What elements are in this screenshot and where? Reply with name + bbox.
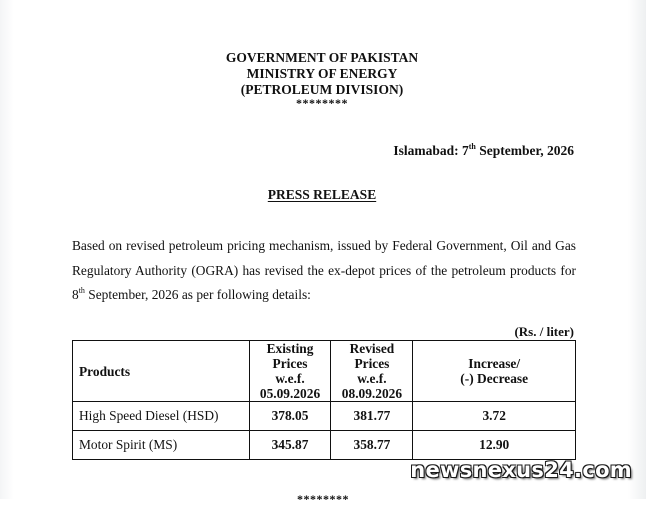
header-existing-line1: Existing Prices — [266, 341, 314, 371]
dateline-suffix: September, 2026 — [475, 143, 574, 158]
table-row — [73, 402, 576, 431]
header-revised — [331, 341, 413, 402]
unit-label: (Rs. / liter) — [514, 324, 574, 339]
body-ordinal: th — [78, 286, 85, 295]
watermark: newsnexus24.com — [410, 458, 632, 482]
row-existing-price: 378.05 — [249, 402, 331, 431]
price-table — [72, 340, 576, 460]
row-existing-price: 345.87 — [249, 431, 331, 460]
letterhead — [0, 50, 646, 108]
press-release-heading: PRESS RELEASE — [267, 187, 377, 202]
dateline — [393, 143, 574, 159]
row-change: 12.90 — [413, 431, 576, 460]
header-existing-line3: 05.09.2026 — [259, 386, 321, 401]
body-paragraph — [72, 234, 576, 308]
header-stars: ******** — [296, 96, 348, 110]
header-revised-line3: 08.09.2026 — [341, 386, 403, 401]
header-change-line2: (-) Decrease — [460, 371, 529, 386]
table-row — [73, 431, 576, 460]
table-header-row — [73, 341, 576, 402]
page-title — [0, 187, 646, 203]
header-government: GOVERNMENT OF PAKISTAN — [225, 50, 419, 65]
header-revised-line1: Revised Prices — [349, 341, 395, 371]
header-change-line1: Increase/ — [468, 356, 521, 371]
row-change: 3.72 — [413, 402, 576, 431]
header-ministry: MINISTRY OF ENERGY — [246, 66, 398, 81]
header-existing-line2: w.e.f. — [275, 371, 305, 386]
row-product: Motor Spirit (MS) — [73, 431, 250, 460]
row-product: High Speed Diesel (HSD) — [73, 402, 250, 431]
header-products: Products — [73, 341, 250, 402]
body-end: September, 2026 as per following details: — [84, 287, 311, 302]
row-revised-price: 358.77 — [331, 431, 413, 460]
header-existing — [249, 341, 331, 402]
footer-stars: ******** — [297, 492, 349, 506]
header-revised-line2: w.e.f. — [357, 371, 387, 386]
header-change — [413, 341, 576, 402]
header-division: (PETROLEUM DIVISION) — [240, 82, 404, 97]
dateline-prefix: Islamabad: 7 — [393, 143, 469, 158]
dateline-ordinal: th — [468, 142, 476, 151]
body-main: Based on revised petroleum pricing mechanism, issued by Federal Government, Oil and Gas Regulatory Authority (OGRA) has revised the ex-depot prices of the petroleum products for 8 — [72, 238, 576, 302]
row-revised-price: 381.77 — [331, 402, 413, 431]
